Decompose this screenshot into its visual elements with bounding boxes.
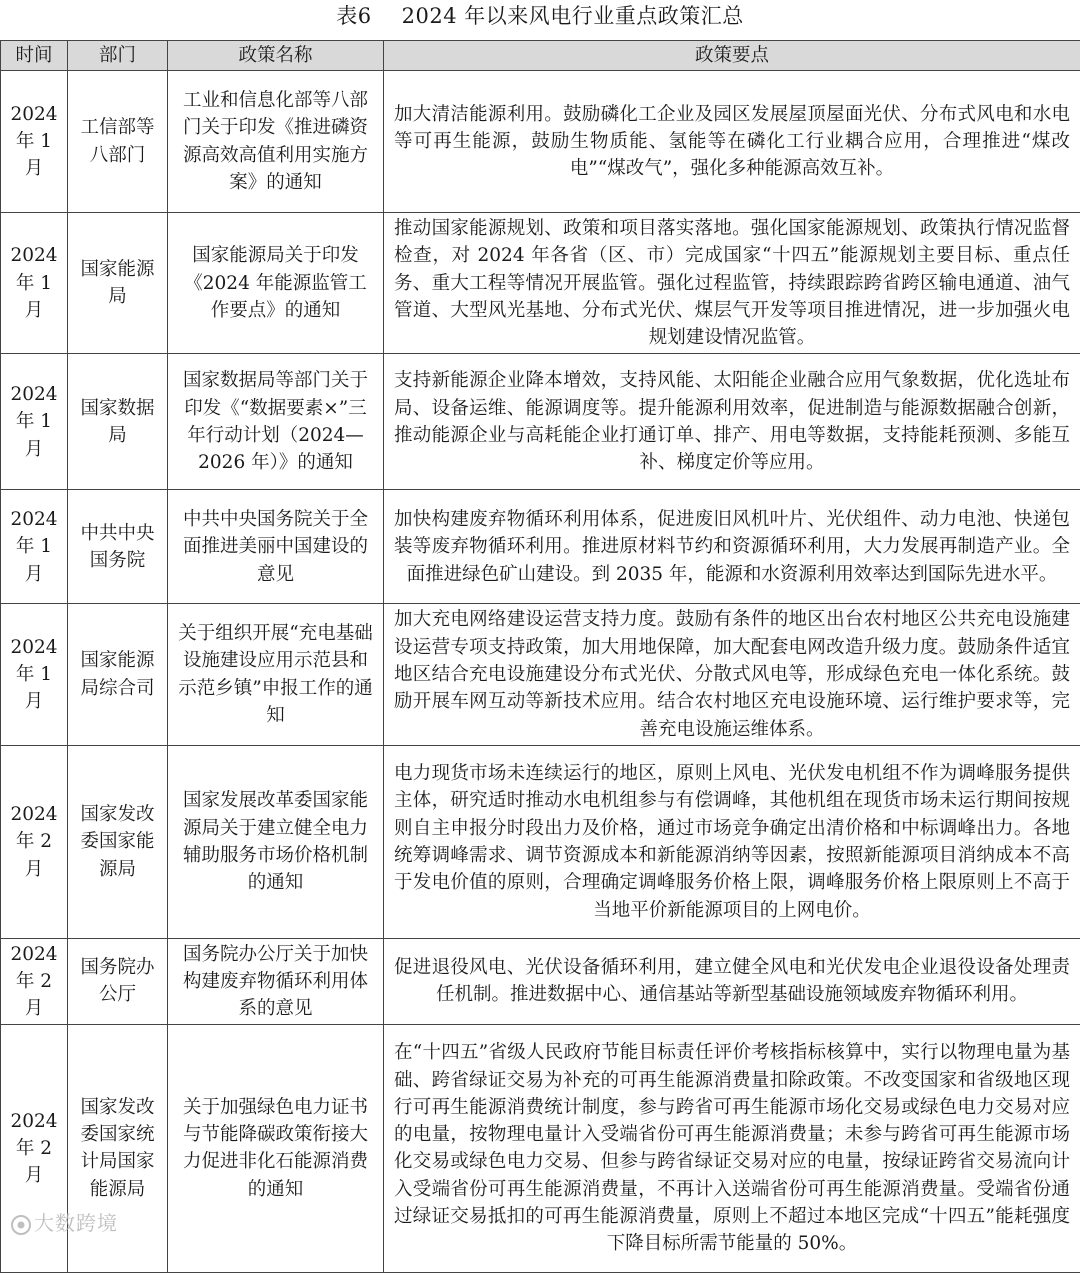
cell-policy-name: 关于加强绿色电力证书与节能降碳政策衔接大力促进非化石能源消费的通知 (168, 1024, 384, 1272)
cell-time: 2024 年 1 月 (1, 213, 68, 354)
watermark-logo-icon (10, 1214, 32, 1236)
table-header-row (1, 41, 1080, 71)
cell-department: 工信部等八部门 (68, 71, 168, 213)
cell-department: 国家能源局综合司 (68, 604, 168, 745)
cell-time: 2024 年 2 月 (1, 745, 68, 938)
table-row (1, 1024, 1080, 1272)
policy-table (0, 40, 1080, 1273)
cell-policy-points: 促进退役风电、光伏设备循环利用，建立健全风电和光伏发电企业退役设备处理责任机制。推进数据中心、通信基站等新型基础设施领域废弃物循环利用。 (384, 938, 1080, 1024)
cell-policy-name: 国家发展改革委国家能源局关于建立健全电力辅助服务市场价格机制的通知 (168, 745, 384, 938)
cell-time: 2024 年 2 月 (1, 938, 68, 1024)
cell-policy-points: 在“十四五”省级人民政府节能目标责任评价考核指标核算中，实行以物理电量为基础、跨省绿证交易为补充的可再生能源消费量扣除政策。不改变国家和省级地区现行可再生能源消费统计制度，参与跨省可再生能源市场化交易或绿色电力交易对应的电量，按物理电量计入受端省份可再生能源消费量；未参与跨省可再生能源市场化交易或绿色电力交易、但参与跨省绿证交易对应的电量，按绿证跨省交易流向计入受端省份可再生能源消费量，不再计入送端省份可再生能源消费量。受端省份通过绿证交易抵扣的可再生能源消费量，原则上不超过本地区完成“十四五”能耗强度下降目标所需节能量的 50%。 (384, 1024, 1080, 1272)
cell-policy-points: 推动国家能源规划、政策和项目落实落地。强化国家能源规划、政策执行情况监督检查，对 2024 年各省（区、市）完成国家“十四五”能源规划主要目标、重点任务、重大工程等情况开展监管。强化过程监管，持续跟踪跨省跨区输电通道、油气管道、大型风光基地、分布式光伏、煤层气开发等项目推进情况，进一步加强火电规划建设情况监管。 (384, 213, 1080, 354)
cell-policy-points: 加快构建废弃物循环利用体系，促进废旧风机叶片、光伏组件、动力电池、快递包装等废弃物循环利用。推进原材料节约和资源循环利用，大力发展再制造产业。全面推进绿色矿山建设。到 2035 年，能源和水资源利用效率达到国际先进水平。 (384, 490, 1080, 604)
header-time: 时间 (1, 41, 68, 71)
cell-policy-points: 支持新能源企业降本增效，支持风能、太阳能企业融合应用气象数据，优化选址布局、设备运维、能源调度等。提升能源利用效率，促进制造与能源数据融合创新，推动能源企业与高耗能企业打通订单、排产、用电等数据，支持能耗预测、多能互补、梯度定价等应用。 (384, 354, 1080, 490)
table-label: 表6 (336, 4, 371, 28)
cell-department: 国家能源局 (68, 213, 168, 354)
table-row (1, 71, 1080, 213)
watermark (10, 1207, 118, 1236)
cell-policy-points: 加大清洁能源利用。鼓励磷化工企业及园区发展屋顶屋面光伏、分布式风电和水电等可再生能源，鼓励生物质能、氢能等在磷化工行业耦合应用，合理推进“煤改电”“煤改气”，强化多种能源高效互补。 (384, 71, 1080, 213)
cell-policy-points: 加大充电网络建设运营支持力度。鼓励有条件的地区出台农村地区公共充电设施建设运营专项支持政策，加大用地保障，加大配套电网改造升级力度。鼓励条件适宜地区结合充电设施建设分布式光伏、分散式风电等，形成绿色充电一体化系统。鼓励开展车网互动等新技术应用。结合农村地区充电设施环境、运行维护要求等，完善充电设施运维体系。 (384, 604, 1080, 745)
header-policy-name: 政策名称 (168, 41, 384, 71)
cell-department: 国家数据局 (68, 354, 168, 490)
cell-policy-name: 中共中央国务院关于全面推进美丽中国建设的意见 (168, 490, 384, 604)
cell-policy-name: 国家数据局等部门关于印发《“数据要素×”三年行动计划（2024—2026 年）》的通知 (168, 354, 384, 490)
table-row (1, 354, 1080, 490)
table-row (1, 213, 1080, 354)
cell-policy-name: 工业和信息化部等八部门关于印发《推进磷资源高效高值利用实施方案》的通知 (168, 71, 384, 213)
cell-department: 国家发改委国家能源局 (68, 745, 168, 938)
watermark-text: 大数跨境 (34, 1211, 118, 1235)
cell-department: 国务院办公厅 (68, 938, 168, 1024)
cell-policy-points: 电力现货市场未连续运行的地区，原则上风电、光伏发电机组不作为调峰服务提供主体，研究适时推动水电机组参与有偿调峰，其他机组在现货市场未运行期间按规则自主申报分时段出力及价格，通过市场竞争确定出清价格和中标调峰出力。各地统筹调峰需求、调节资源成本和新能源消纳等因素，按照新能源项目消纳成本不高于发电价值的原则，合理确定调峰服务价格上限，调峰服务价格上限原则上不高于当地平价新能源项目的上网电价。 (384, 745, 1080, 938)
cell-time: 2024 年 1 月 (1, 490, 68, 604)
cell-department: 国家发改委国家统计局国家能源局 (68, 1024, 168, 1272)
header-policy-points: 政策要点 (384, 41, 1080, 71)
table-caption: 2024 年以来风电行业重点政策汇总 (402, 4, 744, 28)
header-department: 部门 (68, 41, 168, 71)
table-title (0, 0, 1080, 34)
cell-department: 中共中央国务院 (68, 490, 168, 604)
table-row (1, 745, 1080, 938)
cell-policy-name: 国家能源局关于印发《2024 年能源监管工作要点》的通知 (168, 213, 384, 354)
cell-policy-name: 关于组织开展“充电基础设施建设应用示范县和示范乡镇”申报工作的通知 (168, 604, 384, 745)
table-row (1, 604, 1080, 745)
table-row (1, 938, 1080, 1024)
cell-time: 2024 年 1 月 (1, 71, 68, 213)
cell-time: 2024 年 1 月 (1, 604, 68, 745)
cell-policy-name: 国务院办公厅关于加快构建废弃物循环利用体系的意见 (168, 938, 384, 1024)
cell-time: 2024 年 1 月 (1, 354, 68, 490)
cell-time: 2024 年 2 月 (1, 1024, 68, 1272)
table-row (1, 490, 1080, 604)
